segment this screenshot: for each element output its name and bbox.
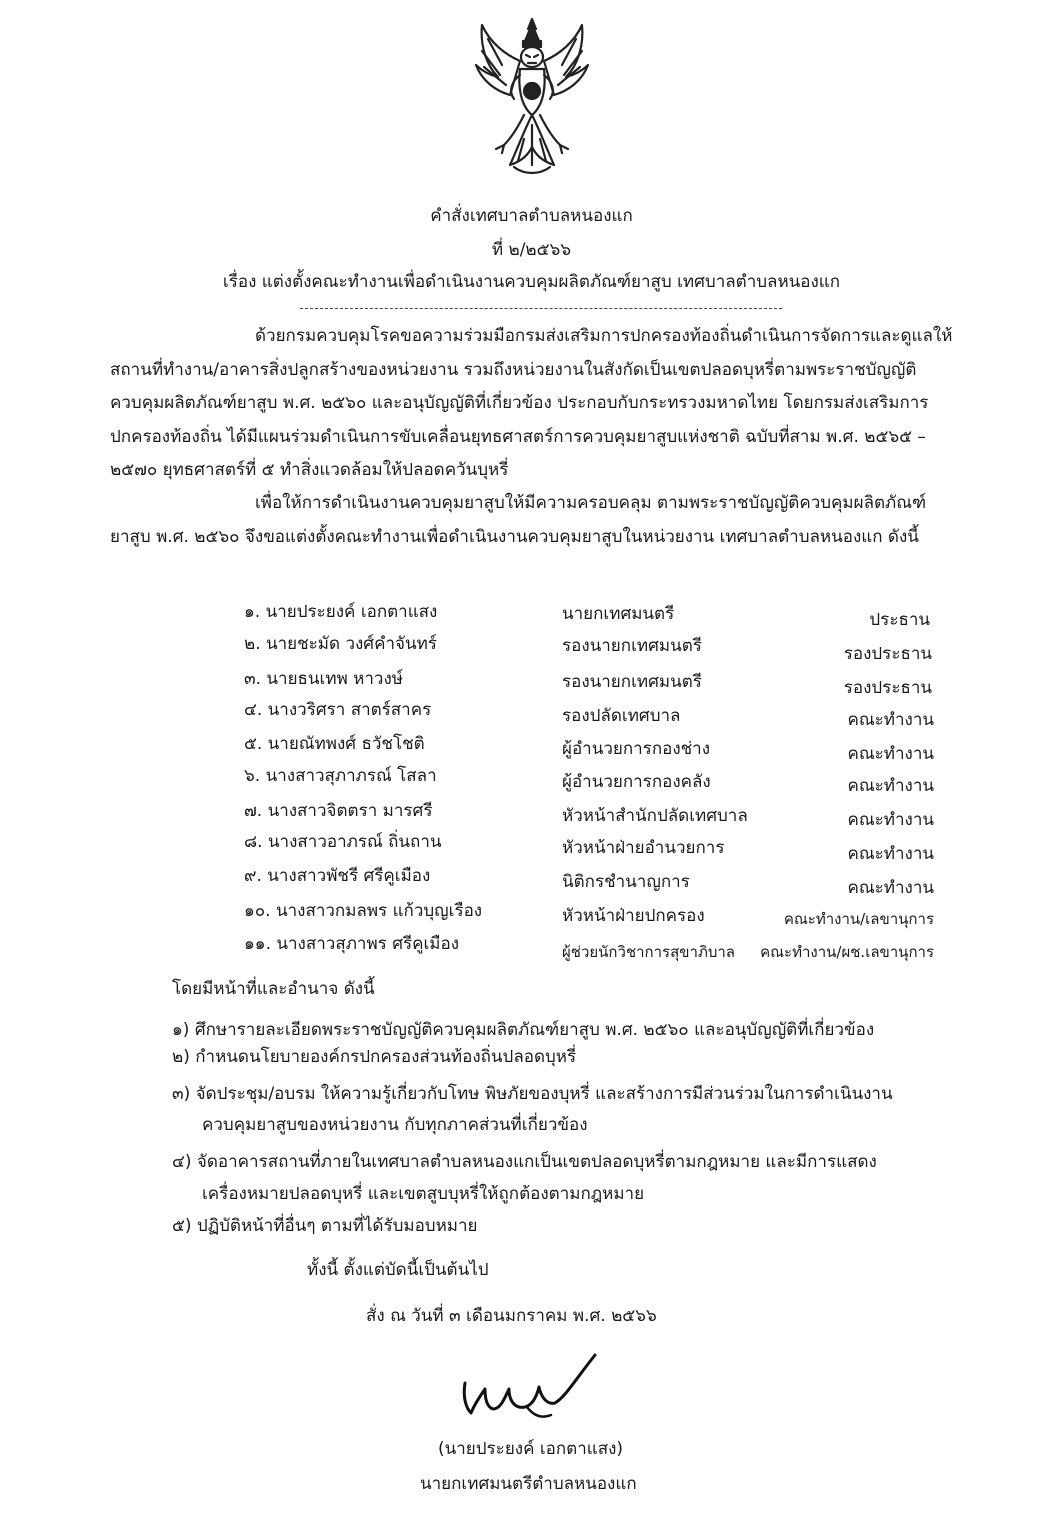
- member-role: คณะทำงาน: [847, 878, 934, 898]
- member-name: ๔. นางวริศรา สาตร์สาคร: [244, 700, 432, 720]
- duty-item-continued: เครื่องหมายปลอดบุหรี่ และเขตสูบบุหรี่ให้ถูกต้องตามกฎหมาย: [202, 1184, 645, 1204]
- member-name: ๑. นายประยงค์ เอกตาแสง: [244, 602, 438, 622]
- duty-item-continued: ควบคุมยาสูบของหน่วยงาน กับทุกภาคส่วนที่เกี่ยวข้อง: [202, 1115, 588, 1135]
- intro-paragraph: ด้วยกรมควบคุมโรคขอความร่วมมือกรมส่งเสริมการปกครองท้องถิ่นดำเนินการจัดการและดูแลให้สถานที่ทำงาน/อาคารสิ่งปลูกสร้างของหน่วยงาน รวมถึงหน่วยงานในสังกัดเป็นเขตปลอดบุหรี่ตามพระราชบัญญัติควบคุมผลิตภัณฑ์ยาสูบ พ.ศ. ๒๕๖๐ และอนุบัญญัติที่เกี่ยวข้อง ประกอบกับกระทรวงมหาดไทย โดยกรมส่งเสริมการปกครองท้องถิ่น ได้มีแผนร่วมดำเนินการขับเคลื่อนยุทธศาสตร์การควบคุมยาสูบแห่งชาติ ฉบับที่สาม พ.ศ. ๒๕๖๕ – ๒๕๗๐ ยุทธศาสตร์ที่ ๕ ทำสิ่งแวดล้อมให้ปลอดควันบุหรี่: [110, 326, 953, 480]
- member-position: ผู้ช่วยนักวิชาการสุขาภิบาล: [562, 943, 735, 961]
- signer-name: (นายประยงค์ เอกตาแสง): [438, 1439, 624, 1459]
- member-position: หัวหน้าฝ่ายปกครอง: [562, 906, 705, 926]
- member-role: คณะทำงาน/เลขานุการ: [783, 910, 934, 928]
- signature: [455, 1345, 605, 1430]
- header-divider: [300, 308, 782, 309]
- order-number: ที่ ๒/๒๕๖๖: [491, 240, 572, 260]
- signer-title: นายกเทศมนตรีตำบลหนองแก: [420, 1474, 637, 1494]
- member-position: หัวหน้าฝ่ายอำนวยการ: [562, 838, 725, 858]
- member-name: ๙. นางสาวพัชรี ศรีคูเมือง: [244, 866, 431, 886]
- member-role: คณะทำงาน: [847, 844, 934, 864]
- member-name: ๑๑. นางสาวสุภาพร ศรีคูเมือง: [244, 934, 460, 954]
- member-role: รองประธาน: [843, 678, 932, 698]
- duty-item: ๒) กำหนดนโยบายองค์กรปกครองส่วนท้องถิ่นปลอดบุหรี่: [172, 1047, 577, 1067]
- member-role: รองประธาน: [843, 644, 932, 664]
- member-name: ๒. นายชะมัด วงศ์คำจันทร์: [244, 634, 437, 654]
- purpose-paragraph: เพื่อให้การดำเนินงานควบคุมยาสูบให้มีความครอบคลุม ตามพระราชบัญญัติควบคุมผลิตภัณฑ์ยาสูบ พ.ศ. ๒๕๖๐ จึงขอแต่งตั้งคณะทำงานเพื่อดำเนินงานควบคุมยาสูบในหน่วยงาน เทศบาลตำบลหนองแก ดังนี้: [110, 493, 927, 547]
- duty-item: ๕) ปฏิบัติหน้าที่อื่นๆ ตามที่ได้รับมอบหมาย: [172, 1216, 478, 1236]
- duty-item: ๓) จัดประชุม/อบรม ให้ความรู้เกี่ยวกับโทษ พิษภัยของบุหรี่ และสร้างการมีส่วนร่วมในการดำเนินงาน: [172, 1084, 893, 1104]
- member-role: คณะทำงาน: [847, 710, 934, 730]
- effective-statement: ทั้งนี้ ตั้งแต่บัดนี้เป็นต้นไป: [307, 1260, 489, 1280]
- garuda-emblem-icon: [468, 15, 596, 185]
- duty-item: ๔) จัดอาคารสถานที่ภายในเทศบาลตำบลหนองแกเป็นเขตปลอดบุหรี่ตามกฎหมาย และมีการแสดง: [172, 1152, 877, 1172]
- member-position: รองนายกเทศมนตรี: [562, 672, 702, 692]
- member-position: รองนายกเทศมนตรี: [562, 636, 702, 656]
- member-name: ๘. นางสาวอาภรณ์ ถิ่นถาน: [244, 832, 442, 852]
- member-name: ๑๐. นางสาวกมลพร แก้วบุญเรือง: [244, 901, 483, 921]
- member-name: ๓. นายธนเทพ หาวงษ์: [244, 669, 403, 689]
- member-role: คณะทำงาน/ผช.เลขานุการ: [760, 943, 934, 961]
- order-title: คำสั่งเทศบาลตำบลหนองแก: [430, 206, 633, 226]
- duties-intro: โดยมีหน้าที่และอำนาจ ดังนี้: [172, 979, 375, 999]
- order-date: สั่ง ณ วันที่ ๓ เดือนมกราคม พ.ศ. ๒๕๖๖: [366, 1306, 657, 1326]
- member-role: คณะทำงาน: [847, 744, 934, 764]
- member-position: หัวหน้าสำนักปลัดเทศบาล: [562, 806, 748, 826]
- member-position: รองปลัดเทศบาล: [562, 706, 681, 726]
- member-name: ๕. นายณัทพงศ์ ธวัชโชติ: [244, 734, 425, 754]
- member-name: ๖. นางสาวสุภาภรณ์ โสลา: [244, 766, 437, 786]
- member-position: ผู้อำนวยการกองคลัง: [562, 772, 711, 792]
- member-role: คณะทำงาน: [847, 776, 934, 796]
- member-position: ผู้อำนวยการกองช่าง: [562, 739, 711, 759]
- member-position: นายกเทศมนตรี: [562, 604, 675, 624]
- member-role: ประธาน: [869, 610, 930, 630]
- member-role: คณะทำงาน: [847, 810, 934, 830]
- member-name: ๗. นางสาวจิตตรา มารศรี: [244, 801, 433, 821]
- duty-item: ๑) ศึกษารายละเอียดพระราชบัญญัติควบคุมผลิตภัณฑ์ยาสูบ พ.ศ. ๒๕๖๐ และอนุบัญญัติที่เกี่ยวข้อง: [172, 1020, 875, 1040]
- order-subject: เรื่อง แต่งตั้งคณะทำงานเพื่อดำเนินงานควบคุมผลิตภัณฑ์ยาสูบ เทศบาลตำบลหนองแก: [222, 272, 841, 292]
- member-position: นิติกรชำนาญการ: [562, 872, 690, 892]
